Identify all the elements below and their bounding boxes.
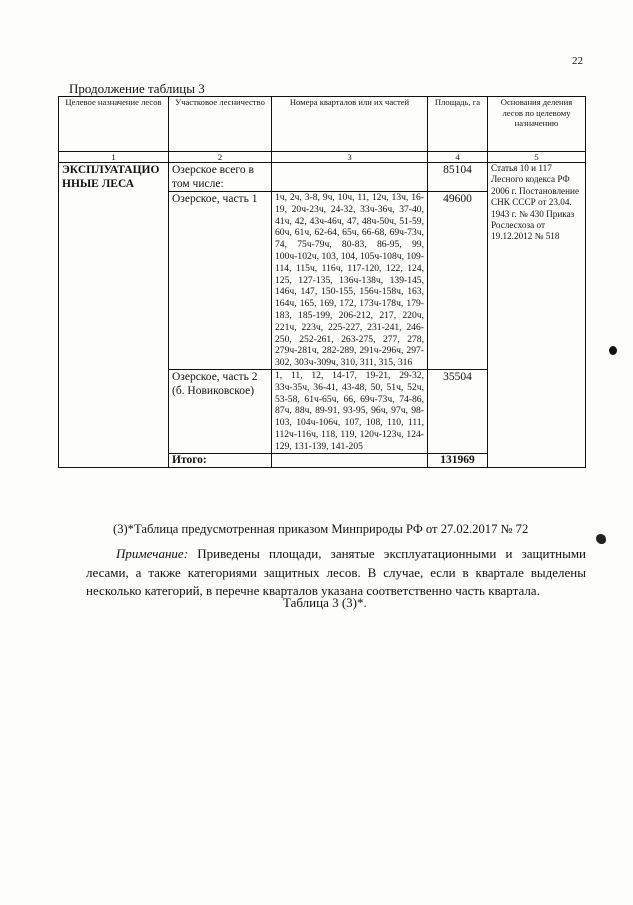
header-quarters: Номера кварталов или их частей xyxy=(272,97,428,152)
area-cell: 49600 xyxy=(428,192,488,370)
note-text: Приведены площади, занятые эксплуатационными и защитными лесами, а также категориями защитных лесов. В случае, если в квартале выделены несколько категорий, в перечне кварталов указана соответственно часть квартала. xyxy=(86,546,586,598)
quarters-cell: 1ч, 2ч, 3-8, 9ч, 10ч, 11, 12ч, 13ч, 16-19, 20ч-23ч, 24-32, 33ч-36ч, 37-40, 41ч, 42, 43ч-46ч, 47, 48ч-50ч, 51-59, 60ч, 61ч, 62-64, 65ч, 66-68, 69ч-73ч, 74, 75ч-79ч, 80-83, 86-95, 99, 100ч-102ч, 103, 104, 105ч-108ч, 109-114, 115ч, 116ч, 117-120, 122, 124, 125, 127-135, 136ч-138ч, 139-145, 146ч, 147, 150-155, 156ч-158ч, 163, 164ч, 165, 169, 172, 173ч-178ч, 179-183, 185-199, 206-212, 217, 220ч, 221ч, 223ч, 225-227, 231-241, 246-250, 252-261, 263-275, 277, 278, 279ч-281ч, 282-289, 291ч-296ч, 297-302, 303ч-309ч, 310, 311, 315, 316 xyxy=(272,192,428,370)
header-sector: Участковое лесничество xyxy=(169,97,272,152)
note-paragraph xyxy=(86,545,586,601)
area-cell: 35504 xyxy=(428,369,488,453)
total-value: 131969 xyxy=(428,453,488,467)
table-row xyxy=(59,163,586,192)
sector-cell: Озерское, часть 1 xyxy=(169,192,272,370)
margin-dot-mark xyxy=(609,346,617,355)
header-purpose: Целевое назначение лесов xyxy=(59,97,169,152)
forest-table xyxy=(58,96,586,468)
sector-cell: Озерское, часть 2 (б. Новиковское) xyxy=(169,369,272,453)
purpose-cell: ЭКСПЛУАТАЦИОННЫЕ ЛЕСА xyxy=(59,163,169,468)
total-label: Итого: xyxy=(169,453,272,467)
sector-cell: Озерское всего в том числе: xyxy=(169,163,272,192)
grounds-cell: Статья 10 и 117 Лесного кодекса РФ 2006 г. Постановление СНК СССР от 23.04. 1943 г. № 430 Приказ Рослесхоза от 19.12.2012 № 518 xyxy=(488,163,586,468)
header-row xyxy=(59,97,586,152)
total-empty-cell xyxy=(272,453,428,467)
header-grounds: Основания деления лесов по целевому назначению xyxy=(488,97,586,152)
header-area: Площадь, га xyxy=(428,97,488,152)
column-number: 2 xyxy=(169,152,272,163)
column-number: 3 xyxy=(272,152,428,163)
page-number: 22 xyxy=(572,55,583,67)
margin-ink-blot xyxy=(596,534,606,544)
table-caption: Продолжение таблицы 3 xyxy=(69,81,205,96)
quarters-cell xyxy=(272,163,428,192)
area-cell: 85104 xyxy=(428,163,488,192)
column-number: 4 xyxy=(428,152,488,163)
column-number-row xyxy=(59,152,586,163)
column-number: 5 xyxy=(488,152,586,163)
footnote: (3)*Таблица предусмотренная приказом Минприроды РФ от 27.02.2017 № 72 xyxy=(113,522,529,536)
quarters-cell: 1, 11, 12, 14-17, 19-21, 29-32, 33ч-35ч, 36-41, 43-48, 50, 51ч, 52ч, 53-58, 61ч-65ч, 66, 69ч-73ч, 74-86, 87ч, 88ч, 89-91, 93-95, 96ч, 97ч, 98-103, 104ч-106ч, 107, 108, 110, 111, 112ч-116ч, 118, 119, 120ч-123ч, 124-129, 131-139, 141-205 xyxy=(272,369,428,453)
table-reference: Таблица 3 (3)*. xyxy=(283,595,367,610)
note-lead: Примечание: xyxy=(116,546,189,561)
column-number: 1 xyxy=(59,152,169,163)
